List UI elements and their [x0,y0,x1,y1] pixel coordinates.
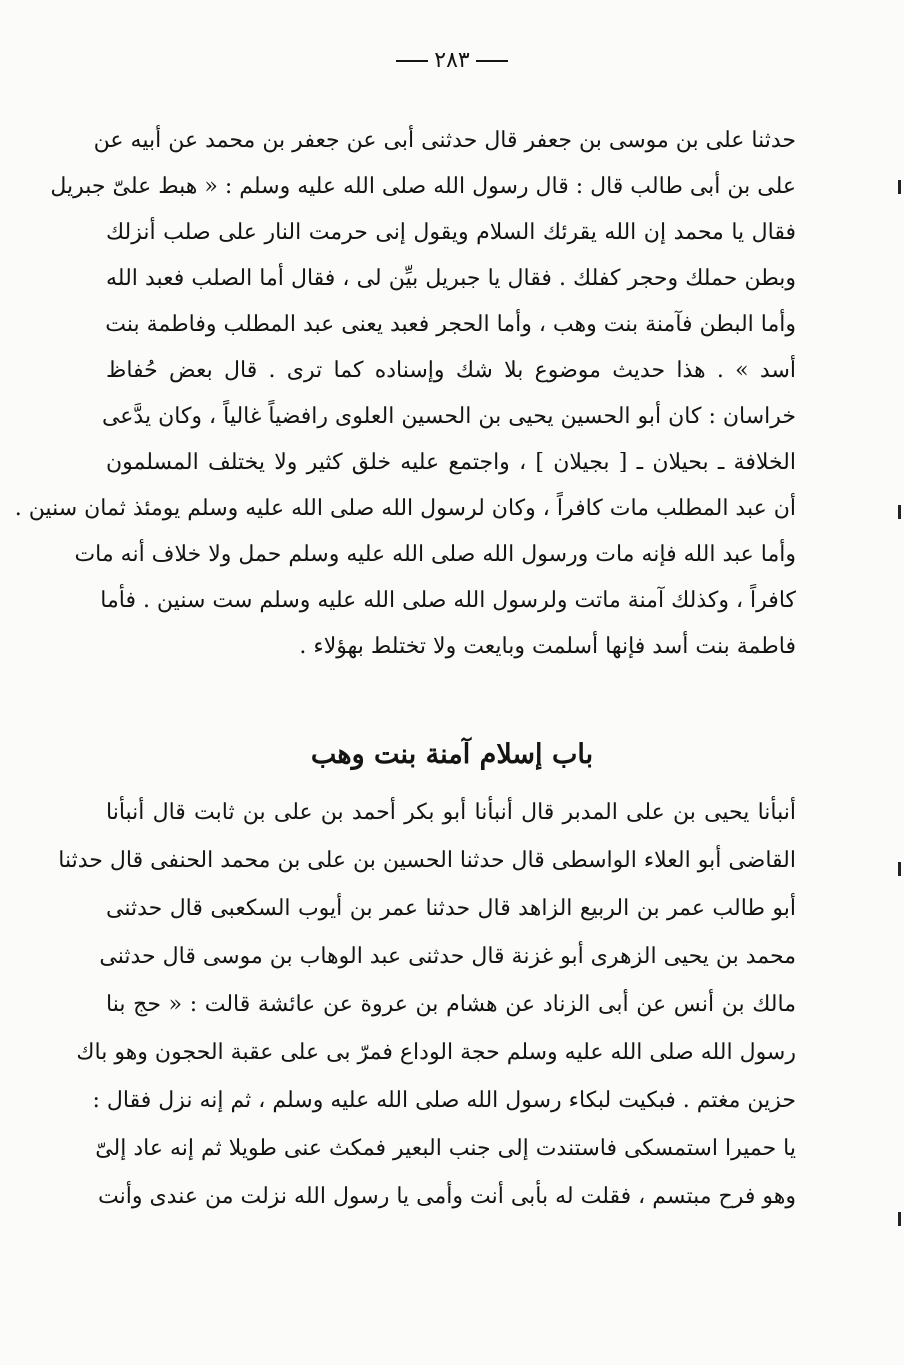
text-line: أسد » . هذا حديث موضوع بلا شك وإسناده كما ترى . قال بعض حُفاظ [106,358,796,383]
page-number [0,46,904,76]
text-line: وهو فرح مبتسم ، فقلت له بأبى أنت وأمى يا رسول الله نزلت من عندى وأنت [97,1184,796,1209]
text-line: أن عبد المطلب مات كافراً ، وكان لرسول الله صلى الله عليه وسلم يومئذ ثمان سنين . [14,496,796,521]
text-line: وأما البطن فآمنة بنت وهب ، وأما الحجر فعبد يعنى عبد المطلب وفاطمة بنت [105,312,796,337]
page-number-dash-left [476,60,508,62]
text-line: أبو طالب عمر بن الربيع الزاهد قال حدثنا عمر بن أيوب السكعبى قال حدثنى [106,896,796,921]
text-line: القاضى أبو العلاء الواسطى قال حدثنا الحسين بن على بن محمد الحنفى قال حدثنا [58,848,796,873]
text-line: خراسان : كان أبو الحسين يحيى بن الحسين العلوى رافضياً غالياً ، وكان يدَّعى [101,404,796,429]
text-line: الخلافة ـ بحيلان ـ [ بجيلان ] ، واجتمع عليه خلق كثير ولا يختلف المسلمون [106,450,796,475]
text-line: على بن أبى طالب قال : قال رسول الله صلى الله عليه وسلم : « هبط علىّ جبريل [50,174,796,199]
scan-margin-mark [898,180,901,194]
text-line: وبطن حملك وحجر كفلك . فقال يا جبريل بيِّن لى ، فقال أما الصلب فعبد الله [106,266,796,291]
scan-margin-mark [898,862,901,876]
text-line: مالك بن أنس عن أبى الزناد عن هشام بن عروة عن عائشة قالت : « حج بنا [106,992,796,1017]
text-line: وأما عبد الله فإنه مات ورسول الله صلى الله عليه وسلم حمل ولا خلاف أنه مات [74,542,796,567]
scan-margin-mark [898,505,901,519]
text-line: حدثنا على بن موسى بن جعفر قال حدثنى أبى عن جعفر بن محمد عن أبيه عن [93,128,796,153]
text-line: فقال يا محمد إن الله يقرئك السلام ويقول إنى حرمت النار على صلب أنزلك [106,220,796,245]
page-number-value: ٢٨٣ [434,48,470,73]
text-line: يا حميرا استمسكى فاستندت إلى جنب البعير فمكث عنى طويلا ثم إنه عاد إلىّ [95,1136,796,1161]
text-line: كافراً ، وكذلك آمنة ماتت ولرسول الله صلى الله عليه وسلم ست سنين . فأما [100,588,796,613]
text-line: حزين مغتم . فبكيت لبكاء رسول الله صلى الله عليه وسلم ، ثم إنه نزل فقال : [92,1088,796,1113]
text-line: فاطمة بنت أسد فإنها أسلمت وبايعت ولا تختلط بهؤلاء . [299,634,796,659]
page-number-dash-right [396,60,428,62]
scan-margin-mark [898,1212,901,1226]
text-line: رسول الله صلى الله عليه وسلم حجة الوداع فمرّ بى على عقبة الحجون وهو باك [76,1040,796,1065]
text-line: أنبأنا يحيى بن على المدبر قال أنبأنا أبو بكر أحمد بن على بن ثابت قال أنبأنا [106,800,796,825]
section-heading: باب إسلام آمنة بنت وهب [310,739,594,770]
text-line: محمد بن يحيى الزهرى أبو غزنة قال حدثنى عبد الوهاب بن موسى قال حدثنى [99,944,796,969]
